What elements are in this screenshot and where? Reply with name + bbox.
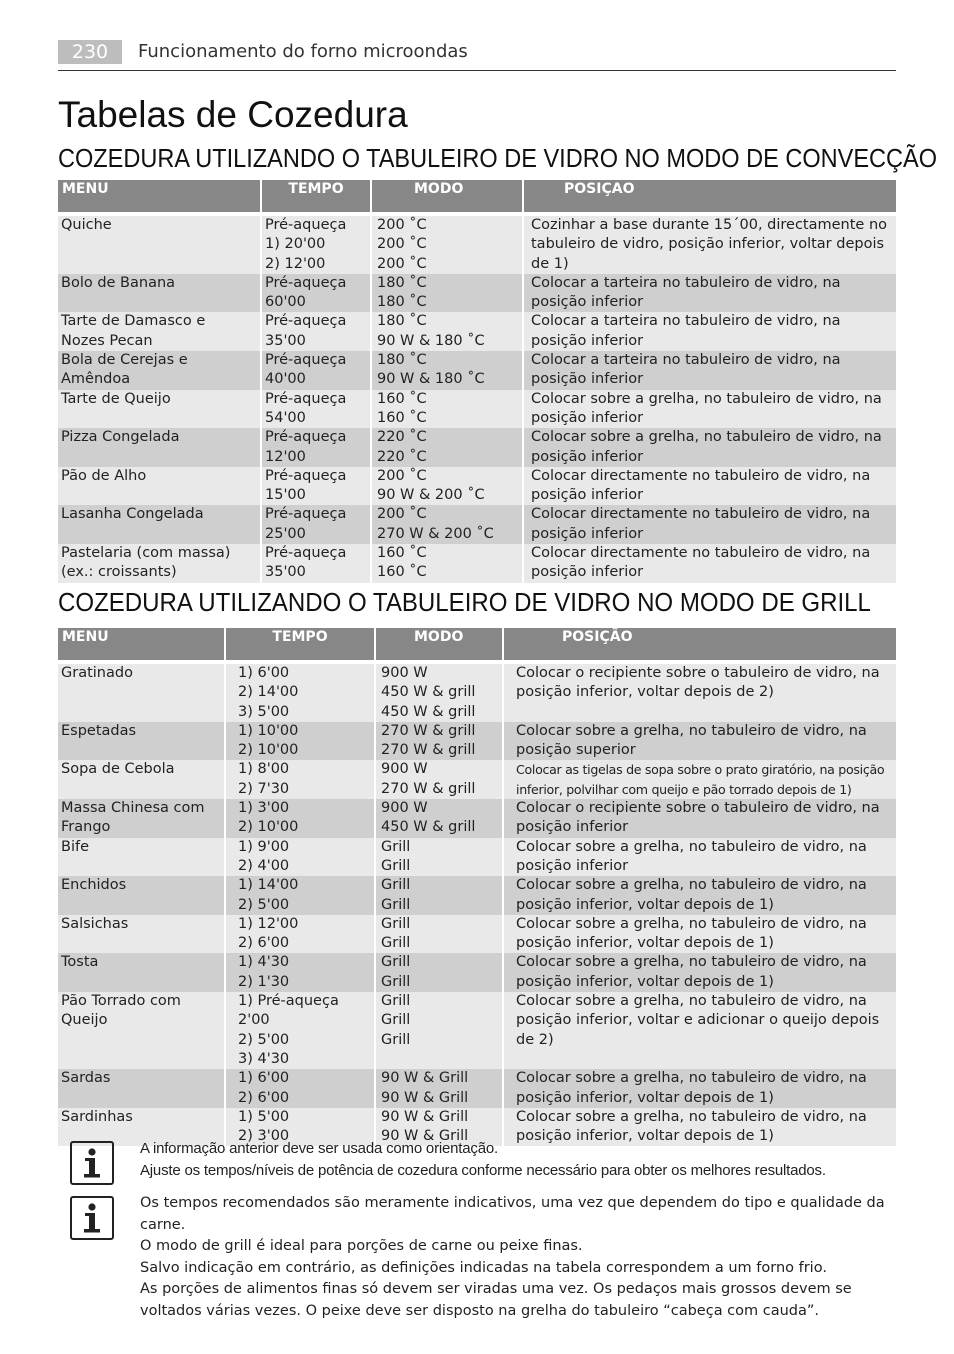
col-tempo: TEMPO	[261, 180, 371, 212]
note-line: Ajuste os tempos/níveis de potência de cozedura conforme necessário para obter os melhores resultados.	[140, 1161, 826, 1179]
col-posicao: POSIÇÃO	[503, 628, 896, 660]
cell-text: Colocar o recipiente sobre o tabuleiro de vidro, na posição inferior	[516, 800, 880, 836]
cell-text: 180 ˚C 90 W & 180 ˚C	[377, 313, 485, 349]
cell-text: 1) 4'30 2) 1'30	[238, 954, 290, 990]
cell-text: Enchidos	[61, 877, 127, 894]
grill-table-body	[58, 660, 896, 1146]
cell-modo	[375, 876, 503, 915]
note-line: A informação anterior deve ser usada como orientação.	[140, 1140, 498, 1157]
cell-modo	[371, 467, 523, 506]
cell-text: Pão de Alho	[61, 467, 147, 484]
cell-tempo	[261, 312, 371, 351]
cell-text: 1) 14'00 2) 5'00	[238, 877, 299, 913]
cell-tempo	[225, 838, 375, 877]
cell-text: Sopa de Cebola	[61, 761, 175, 778]
cell-text: 1) 6'00 2) 6'00	[238, 1070, 290, 1106]
cell-menu	[58, 915, 225, 954]
table-row	[58, 722, 896, 761]
cell-text: 160 ˚C 160 ˚C	[377, 545, 427, 581]
note-line: As porções de alimentos finas só devem ser viradas uma vez. Os pedaços mais grossos devem se voltados várias vezes. O peixe deve ser disposto na grelha do tabuleiro “cabeça com cauda”.	[140, 1281, 852, 1319]
cell-tempo	[225, 664, 375, 722]
cell-tempo	[261, 428, 371, 467]
cell-menu	[58, 1069, 225, 1108]
cell-modo	[375, 992, 503, 1069]
page-title: Tabelas de Cozedura	[58, 94, 408, 135]
cell-text: Colocar sobre a grelha, no tabuleiro de vidro, na posição inferior, voltar depois de 1)	[516, 877, 867, 913]
cell-modo	[375, 915, 503, 954]
header-title: Funcionamento do forno microondas	[138, 41, 468, 62]
note-line: Os tempos recomendados são meramente indicativos, uma vez que dependem do tipo e qualidade da carne.	[140, 1195, 885, 1233]
cell-menu	[58, 216, 261, 274]
cell-menu	[58, 953, 225, 992]
table-row	[58, 799, 896, 838]
cell-tempo	[261, 274, 371, 313]
cell-posicao	[523, 505, 896, 544]
cell-modo	[375, 722, 503, 761]
cell-text: 900 W 450 W & grill	[381, 800, 476, 836]
cell-text: Colocar o recipiente sobre o tabuleiro de vidro, na posição inferior, voltar depois de 2)	[516, 665, 880, 701]
cell-tempo	[261, 216, 371, 274]
cell-text: Tarte de Queijo	[61, 390, 171, 407]
cell-text: 160 ˚C 160 ˚C	[377, 390, 427, 426]
cell-tempo	[225, 760, 375, 799]
cell-text: 180 ˚C 180 ˚C	[377, 274, 427, 311]
cell-text: Salsichas	[61, 915, 129, 932]
table-row	[58, 274, 896, 313]
cell-tempo	[261, 544, 371, 583]
cell-text: 200 ˚C 270 W & 200 ˚C	[377, 506, 494, 542]
table-row	[58, 992, 896, 1069]
cell-modo	[375, 953, 503, 992]
cell-menu	[58, 876, 225, 915]
convection-table-body	[58, 212, 896, 583]
col-posicao: POSIÇAO	[523, 180, 896, 212]
table-row	[58, 351, 896, 390]
cell-tempo	[225, 953, 375, 992]
cell-text: Pré-aqueça 54'00	[265, 390, 347, 426]
cell-posicao	[523, 312, 896, 351]
grill-heading: COZEDURA UTILIZANDO O TABULEIRO DE VIDRO NO MODO DE GRILL	[58, 587, 871, 617]
table-row	[58, 390, 896, 429]
note-line: O modo de grill é ideal para porções de carne ou peixe finas.	[140, 1238, 583, 1254]
cell-posicao	[523, 544, 896, 583]
cell-text: Colocar directamente no tabuleiro de vidro, na posição inferior	[531, 506, 871, 542]
grill-table-header	[58, 628, 896, 660]
cell-tempo	[261, 505, 371, 544]
cell-text: Colocar sobre a grelha, no tabuleiro de vidro, na posição inferior, voltar depois de 1)	[516, 954, 867, 990]
page-header	[58, 40, 896, 71]
cell-text: Pré-aqueça 40'00	[265, 352, 347, 388]
cell-text: Pré-aqueça 35'00	[265, 313, 347, 349]
cell-text: Pré-aqueça 1) 20'00 2) 12'00	[265, 217, 347, 272]
cell-text: 90 W & Grill 90 W & Grill	[381, 1108, 469, 1145]
cell-modo	[371, 428, 523, 467]
cell-text: 1) 8'00 2) 7'30	[238, 761, 290, 797]
cell-text: Lasanha Congelada	[61, 506, 204, 523]
cell-menu	[58, 428, 261, 467]
table-row	[58, 505, 896, 544]
cell-modo	[371, 505, 523, 544]
table-row	[58, 760, 896, 799]
cell-menu	[58, 351, 261, 390]
table-row	[58, 664, 896, 722]
cell-tempo	[225, 722, 375, 761]
cell-text: Colocar a tarteira no tabuleiro de vidro, na posição inferior	[531, 313, 841, 349]
cell-text: Tosta	[61, 954, 99, 971]
cell-text: Grill Grill	[381, 877, 411, 913]
info-icon	[70, 1141, 114, 1185]
cell-text: Bolo de Banana	[61, 274, 176, 291]
cell-text: Grill Grill Grill	[381, 993, 411, 1048]
table-row	[58, 838, 896, 877]
cell-text: Pré-aqueça 60'00	[265, 274, 347, 311]
cell-text: Colocar sobre a grelha, no tabuleiro de vidro, na posição inferior, voltar depois de 1)	[516, 915, 867, 952]
cell-text: Grill Grill	[381, 915, 411, 952]
cell-text: Massa Chinesa com Frango	[61, 800, 205, 836]
cell-text: Colocar sobre a grelha, no tabuleiro de vidro, na posição inferior, voltar e adicionar o queijo depois de 2)	[516, 993, 880, 1048]
cell-text: Bola de Cerejas e Amêndoa	[61, 352, 188, 388]
cell-posicao	[523, 428, 896, 467]
cell-text: Colocar a tarteira no tabuleiro de vidro, na posição inferior	[531, 274, 841, 311]
table-row	[58, 428, 896, 467]
cell-text: Colocar directamente no tabuleiro de vidro, na posição inferior	[531, 545, 871, 581]
cell-modo	[375, 838, 503, 877]
note-line: Salvo indicação em contrário, as definições indicadas na tabela correspondem a um forno frio.	[140, 1259, 827, 1276]
cell-tempo	[261, 467, 371, 506]
cell-tempo	[261, 390, 371, 429]
cell-text: Sardinhas	[61, 1108, 133, 1125]
cell-text: 900 W 270 W & grill	[381, 761, 476, 797]
cell-menu	[58, 467, 261, 506]
cell-text: 900 W 450 W & grill 450 W & grill	[381, 665, 476, 720]
cell-text: 200 ˚C 200 ˚C 200 ˚C	[377, 217, 427, 272]
cell-menu	[58, 274, 261, 313]
table-row	[58, 1069, 896, 1108]
cell-text: Pré-aqueça 12'00	[265, 429, 347, 465]
cell-text: Colocar sobre a grelha, no tabuleiro de vidro, na posição inferior	[531, 429, 882, 465]
cell-posicao	[523, 467, 896, 506]
cell-text: Pizza Congelada	[61, 429, 180, 446]
cell-menu	[58, 760, 225, 799]
cell-text: Colocar sobre a grelha, no tabuleiro de vidro, na posição inferior, voltar depois de 1)	[516, 1070, 867, 1106]
cell-text: 1) Pré-aqueça 2'00 2) 5'00 3) 4'30	[238, 993, 339, 1067]
cell-text: Pão Torrado com Queijo	[61, 993, 181, 1029]
cell-text: Pastelaria (com massa) (ex.: croissants)	[61, 545, 231, 581]
cell-text: Colocar directamente no tabuleiro de vidro, na posição inferior	[531, 467, 871, 504]
table-row	[58, 876, 896, 915]
cell-modo	[371, 390, 523, 429]
cell-modo	[371, 216, 523, 274]
col-modo: MODO	[375, 628, 503, 660]
cell-menu	[58, 664, 225, 722]
cell-modo	[375, 799, 503, 838]
cell-text: Colocar a tarteira no tabuleiro de vidro, na posição inferior	[531, 352, 841, 388]
table-row	[58, 312, 896, 351]
cell-tempo	[261, 351, 371, 390]
cell-tempo	[225, 1069, 375, 1108]
cell-text: Cozinhar a base durante 15´00, directamente no tabuleiro de vidro, posição inferior, voltar depois de 1)	[531, 217, 888, 272]
cell-posicao	[523, 351, 896, 390]
cell-text: Sardas	[61, 1070, 111, 1087]
cell-modo	[371, 312, 523, 351]
col-modo: MODO	[371, 180, 523, 212]
cell-modo	[375, 760, 503, 799]
table-row	[58, 915, 896, 954]
cell-text: Gratinado	[61, 665, 133, 681]
cell-modo	[371, 351, 523, 390]
cell-text: 200 ˚C 90 W & 200 ˚C	[377, 467, 485, 504]
note-guidance	[140, 1138, 826, 1181]
cell-text: 1) 10'00 2) 10'00	[238, 722, 299, 759]
cell-text: Espetadas	[61, 722, 137, 739]
table-row	[58, 544, 896, 583]
note-recommendations	[140, 1193, 896, 1322]
cell-posicao	[503, 992, 896, 1069]
cell-text: 1) 12'00 2) 6'00	[238, 915, 299, 952]
cell-modo	[375, 1069, 503, 1108]
cell-posicao	[503, 722, 896, 761]
cell-text: 1) 3'00 2) 10'00	[238, 800, 299, 836]
cell-text: 270 W & grill 270 W & grill	[381, 722, 476, 759]
cell-text: Colocar sobre a grelha, no tabuleiro de vidro, na posição inferior	[531, 390, 882, 426]
cell-menu	[58, 505, 261, 544]
cell-text: Colocar sobre a grelha, no tabuleiro de vidro, na posição inferior	[516, 838, 867, 874]
cell-menu	[58, 838, 225, 877]
cell-posicao	[503, 1069, 896, 1108]
convection-table	[58, 180, 896, 583]
cell-posicao	[503, 664, 896, 722]
table-row	[58, 953, 896, 992]
col-menu: MENU	[58, 180, 261, 212]
convection-heading: COZEDURA UTILIZANDO O TABULEIRO DE VIDRO NO MODO DE CONVECÇÃO	[58, 143, 938, 173]
cell-modo	[371, 544, 523, 583]
cell-text: 1) 9'00 2) 4'00	[238, 838, 290, 874]
grill-table	[58, 628, 896, 1146]
cell-tempo	[225, 992, 375, 1069]
cell-posicao	[523, 390, 896, 429]
cell-tempo	[225, 915, 375, 954]
cell-menu	[58, 544, 261, 583]
cell-menu	[58, 390, 261, 429]
cell-menu	[58, 992, 225, 1069]
info-icon	[70, 1196, 114, 1240]
cell-text: Grill Grill	[381, 838, 411, 874]
cell-posicao	[503, 799, 896, 838]
cell-text: Colocar as tigelas de sopa sobre o prato giratório, na posição inferior, polvilhar com queijo e pão torrado depois de 1)	[516, 762, 885, 797]
table-row	[58, 467, 896, 506]
cell-text: 1) 6'00 2) 14'00 3) 5'00	[238, 665, 299, 720]
cell-posicao	[503, 915, 896, 954]
table-row	[58, 216, 896, 274]
page-number: 230	[58, 40, 122, 64]
cell-text: Colocar sobre a grelha, no tabuleiro de vidro, na posição inferior, voltar depois de 1)	[516, 1108, 867, 1145]
cell-text: 90 W & Grill 90 W & Grill	[381, 1070, 469, 1106]
cell-menu	[58, 799, 225, 838]
cell-text: Colocar sobre a grelha, no tabuleiro de vidro, na posição superior	[516, 722, 867, 759]
col-tempo: TEMPO	[225, 628, 375, 660]
cell-posicao	[503, 838, 896, 877]
cell-text: 1) 5'00 2) 3'00	[238, 1108, 290, 1145]
cell-tempo	[225, 799, 375, 838]
cell-text: Grill Grill	[381, 954, 411, 990]
cell-modo	[371, 274, 523, 313]
cell-posicao	[503, 876, 896, 915]
cell-text: Pré-aqueça 35'00	[265, 545, 347, 581]
convection-table-header	[58, 180, 896, 212]
cell-text: 180 ˚C 90 W & 180 ˚C	[377, 352, 485, 388]
cell-posicao	[503, 953, 896, 992]
cell-menu	[58, 722, 225, 761]
cell-text: Bife	[61, 838, 90, 855]
cell-text: Tarte de Damasco e Nozes Pecan	[61, 313, 206, 349]
cell-text: Pré-aqueça 25'00	[265, 506, 347, 542]
cell-menu	[58, 312, 261, 351]
cell-text: Quiche	[61, 217, 112, 233]
cell-tempo	[225, 876, 375, 915]
cell-posicao	[503, 760, 896, 799]
cell-posicao	[523, 216, 896, 274]
cell-text: 220 ˚C 220 ˚C	[377, 429, 427, 465]
col-menu: MENU	[58, 628, 225, 660]
cell-posicao	[523, 274, 896, 313]
cell-text: Pré-aqueça 15'00	[265, 467, 347, 504]
cell-modo	[375, 664, 503, 722]
